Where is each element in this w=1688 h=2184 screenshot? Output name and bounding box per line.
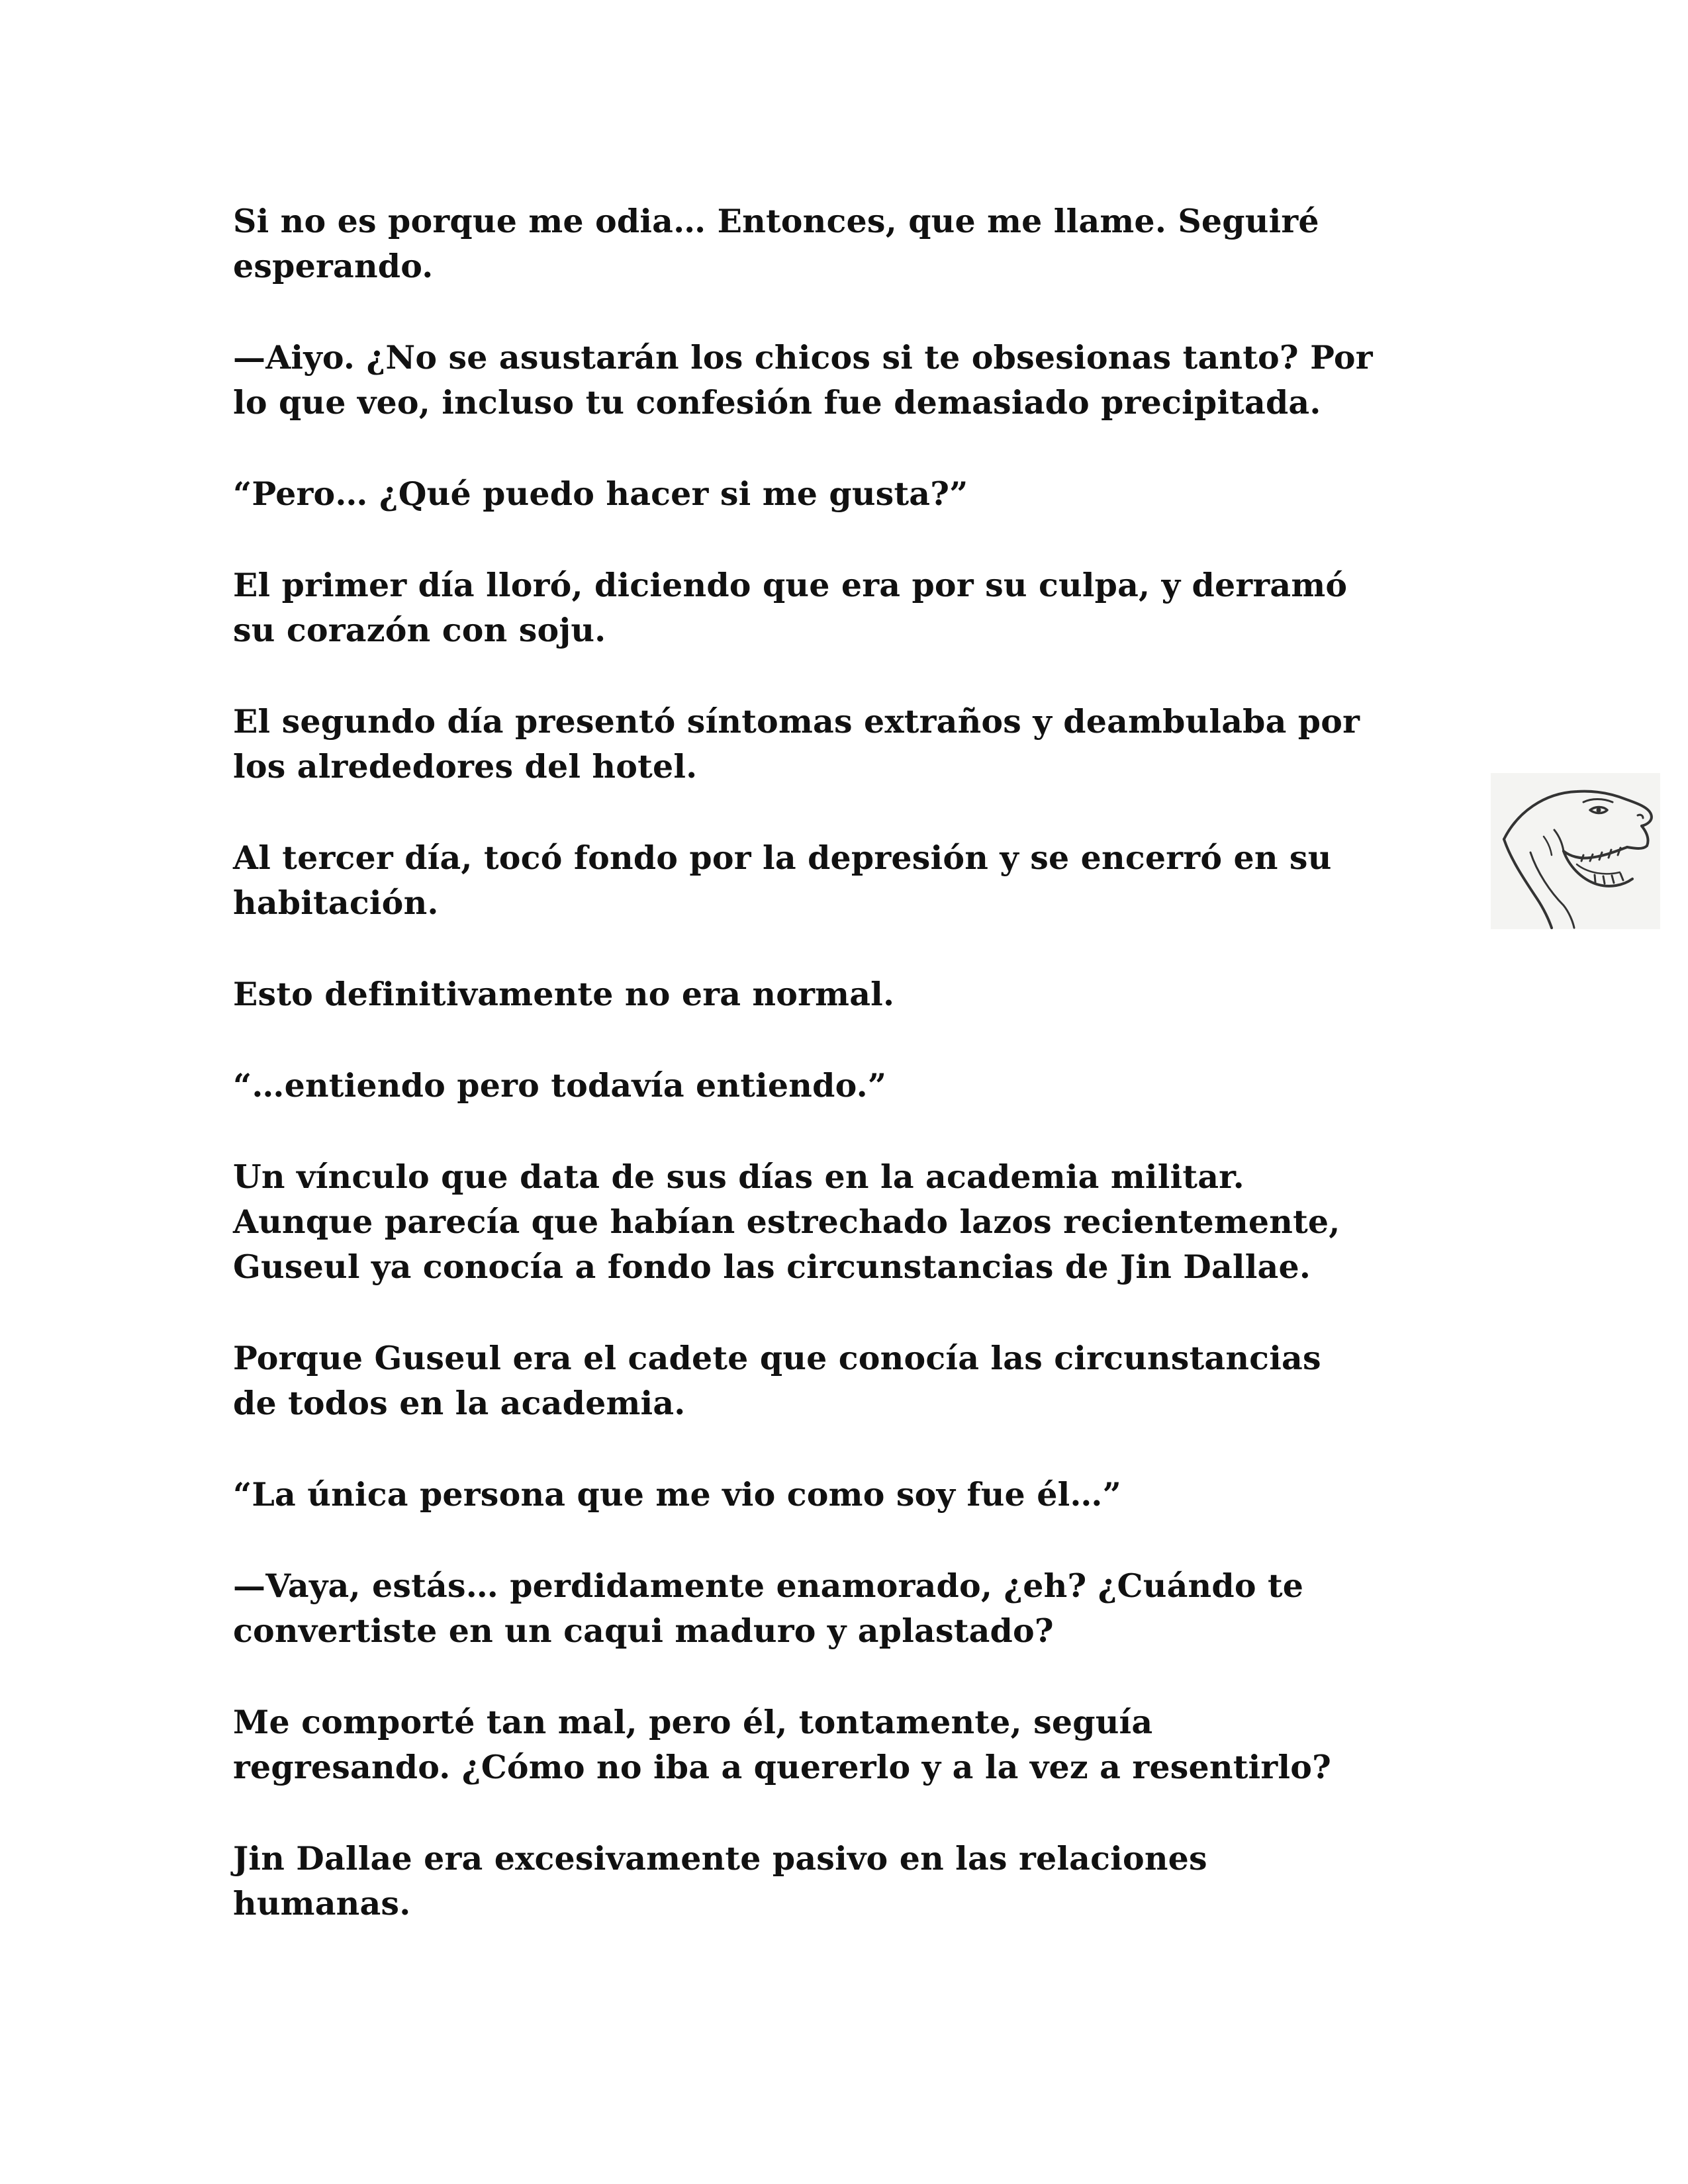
paragraph-10: Porque Guseul era el cadete que conocía las circunstancias de todos en la academia. bbox=[233, 1339, 1321, 1422]
paragraph-5: El segundo día presentó síntomas extraños y deambulaba por los alrededores del hotel. bbox=[233, 702, 1360, 786]
paragraph-13: Me comporté tan mal, pero él, tontamente, seguía regresando. ¿Cómo no iba a quererlo y a la vez a resentirlo? bbox=[233, 1703, 1332, 1786]
paragraph-1: Si no es porque me odia… Entonces, que me llame. Seguiré esperando. bbox=[233, 202, 1319, 285]
paragraph-11: “La única persona que me vio como soy fue él…” bbox=[233, 1475, 1121, 1514]
paragraph-9: Un vínculo que data de sus días en la academia militar. Aunque parecía que habían estrechado lazos recientemente, Guseul ya conocía a fondo las circunstancias de Jin Dallae. bbox=[233, 1158, 1340, 1286]
paragraph-12: —Vaya, estás… perdidamente enamorado, ¿eh? ¿Cuándo te convertiste en un caqui maduro y aplastado? bbox=[233, 1567, 1304, 1650]
paragraph-14: Jin Dallae era excesivamente pasivo en las relaciones humanas. bbox=[233, 1839, 1207, 1923]
paragraph-7: Esto definitivamente no era normal. bbox=[233, 975, 895, 1013]
paragraph-4: El primer día lloró, diciendo que era por su culpa, y derramó su corazón con soju. bbox=[233, 566, 1348, 649]
body-text bbox=[233, 199, 1477, 1972]
paragraph-8: “…entiendo pero todavía entiendo.” bbox=[233, 1066, 887, 1105]
paragraph-2: —Aiyo. ¿No se asustarán los chicos si te obsesionas tanto? Por lo que veo, incluso tu confesión fue demasiado precipitada. bbox=[233, 338, 1373, 422]
paragraph-3: “Pero… ¿Qué puedo hacer si me gusta?” bbox=[233, 475, 968, 513]
dinosaur-sketch-icon bbox=[1491, 773, 1660, 929]
paragraph-6: Al tercer día, tocó fondo por la depresión y se encerró en su habitación. bbox=[233, 839, 1332, 922]
